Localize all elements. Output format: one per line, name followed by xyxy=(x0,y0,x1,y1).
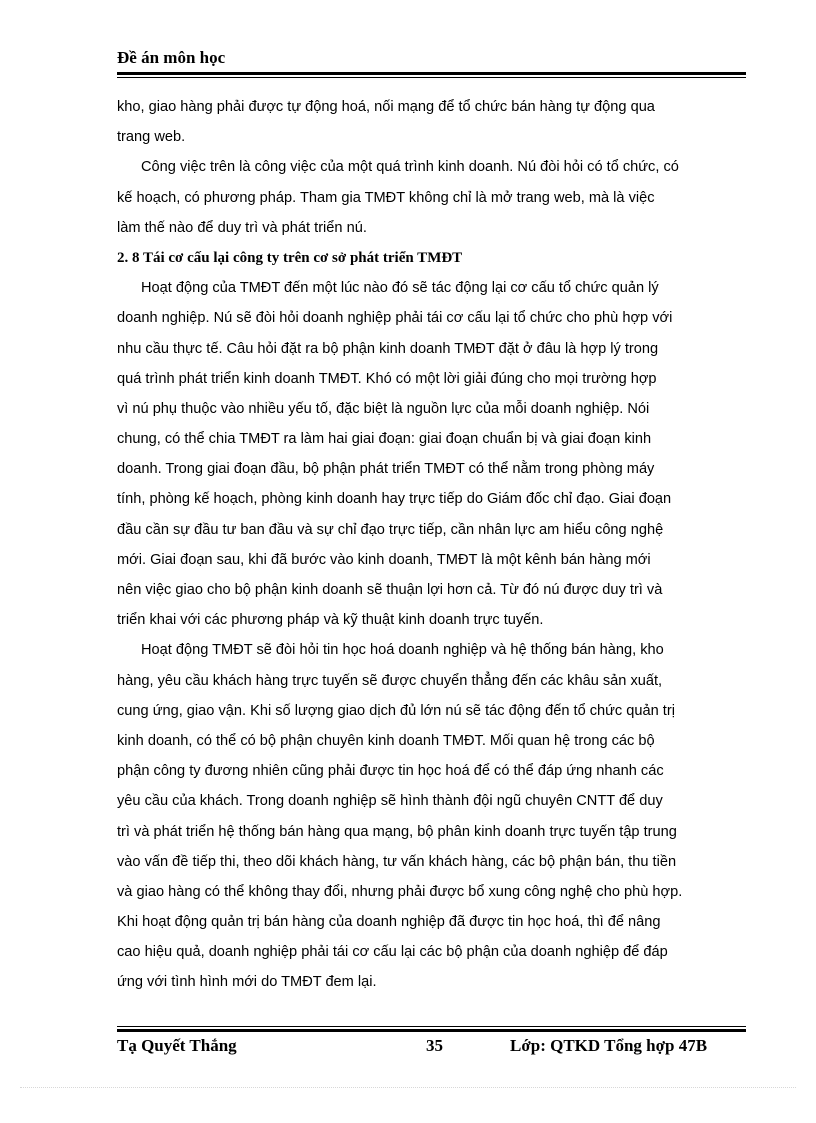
header-rule-thick xyxy=(117,72,746,75)
text-line: mới. Giai đoạn sau, khi đã bước vào kinh doanh, TMĐT là một kênh bán hàng mới xyxy=(117,551,651,568)
text-line: cao hiệu quả, doanh nghiệp phải tái cơ cấu lại các bộ phận của doanh nghiệp để đáp xyxy=(117,944,668,961)
text-line: yêu cầu của khách. Trong doanh nghiệp sẽ hình thành đội ngũ chuyên CNTT để duy xyxy=(117,793,663,810)
text-line: trì và phát triển hệ thống bán hàng qua mạng, bộ phân kinh doanh trực tuyến tập trung xyxy=(117,823,677,840)
text-line: phận công ty đương nhiên cũng phải được tin học hoá để có thể đáp ứng nhanh các xyxy=(117,763,664,780)
header-rule-thin xyxy=(117,77,746,78)
text-line: nhu cầu thực tế. Câu hỏi đặt ra bộ phận kinh doanh TMĐT đặt ở đâu là hợp lý trong xyxy=(117,340,659,357)
section-heading: 2. 8 Tái cơ cấu lại công ty trên cơ sở phát triển TMĐT xyxy=(117,249,463,266)
text-line: doanh. Trong giai đoạn đầu, bộ phận phát triển TMĐT có thể nằm trong phòng máy xyxy=(117,461,655,478)
text-line: Hoạt động của TMĐT đến một lúc nào đó sẽ tác động lại cơ cấu tổ chức quản lý xyxy=(141,280,659,297)
footer-rule-thin xyxy=(117,1026,746,1027)
text-line: trang web. xyxy=(117,129,186,146)
text-line: tính, phòng kế hoạch, phòng kinh doanh hay trực tiếp do Giám đốc chỉ đạo. Giai đoạn xyxy=(117,491,672,508)
body-text xyxy=(117,92,748,998)
page-header-title: Đề án môn học xyxy=(117,48,226,67)
text-line: kế hoạch, có phương pháp. Tham gia TMĐT không chỉ là mở trang web, mà là việc xyxy=(117,189,655,206)
text-line: triển khai với các phương pháp và kỹ thuật kinh doanh trực tuyến. xyxy=(117,612,544,629)
footer-author: Tạ Quyết Thắng xyxy=(117,1036,237,1055)
page-bottom-divider xyxy=(20,1087,796,1088)
text-line: cung ứng, giao vận. Khi số lượng giao dịch đủ lớn nú sẽ tác động đến tổ chức quản trị xyxy=(117,702,675,719)
text-line: Công việc trên là công việc của một quá trình kinh doanh. Nú đòi hỏi có tổ chức, có xyxy=(141,159,679,176)
text-line: ứng với tình hình mới do TMĐT đem lại. xyxy=(117,974,377,991)
text-line: đầu cần sự đầu tư ban đầu và sự chỉ đạo trực tiếp, cần nhân lực am hiểu công nghệ xyxy=(117,521,664,538)
text-line: vào vấn đề tiếp thi, theo dõi khách hàng, tư vấn khách hàng, các bộ phận bán, thu tiền xyxy=(117,853,677,870)
text-line: doanh nghiệp. Nú sẽ đòi hỏi doanh nghiệp phải tái cơ cấu lại tổ chức cho phù hợp với xyxy=(117,310,673,327)
text-line: chung, có thể chia TMĐT ra làm hai giai đoạn: giai đoạn chuẩn bị và giai đoạn kinh xyxy=(117,431,652,448)
page-number: 35 xyxy=(426,1036,443,1055)
footer-class-label: Lớp: QTKD Tổng hợp 47B xyxy=(510,1036,708,1055)
text-line: kho, giao hàng phải được tự động hoá, nối mạng để tổ chức bán hàng tự động qua xyxy=(117,99,655,115)
footer-rule-thick xyxy=(117,1029,746,1032)
text-line: vì nú phụ thuộc vào nhiều yếu tố, đặc biệt là nguồn lực của mỗi doanh nghiệp. Nói xyxy=(117,400,650,417)
text-line: Hoạt động TMĐT sẽ đòi hỏi tin học hoá doanh nghiệp và hệ thống bán hàng, kho xyxy=(141,642,664,659)
text-line: làm thế nào để duy trì và phát triển nú. xyxy=(117,219,367,236)
text-line: nên việc giao cho bộ phận kinh doanh sẽ thuận lợi hơn cả. Từ đó nú được duy trì và xyxy=(117,582,663,598)
text-line: hàng, yêu cầu khách hàng trực tuyến sẽ được chuyển thẳng đến các khâu sản xuất, xyxy=(117,672,663,689)
text-line: Khi hoạt động quản trị bán hàng của doanh nghiệp đã được tin học hoá, thì để nâng xyxy=(117,914,661,931)
text-line: quá trình phát triển kinh doanh TMĐT. Khó có một lời giải đúng cho mọi trường hợp xyxy=(117,370,657,387)
text-line: và giao hàng có thể không thay đổi, nhưng phải được bổ xung công nghệ cho phù hợp. xyxy=(117,883,683,900)
text-line: kinh doanh, có thể có bộ phận chuyên kinh doanh TMĐT. Mối quan hệ trong các bộ xyxy=(117,732,655,749)
